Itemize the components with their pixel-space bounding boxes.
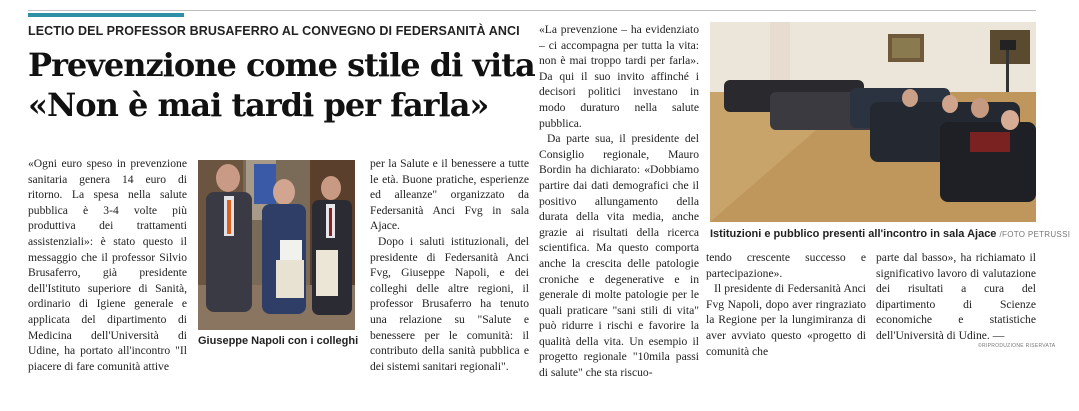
article-column-6 (876, 250, 1036, 344)
photo-sala-ajace-image (710, 22, 1036, 222)
photo-napoli-colleagues (198, 160, 355, 330)
photo-caption (710, 228, 1070, 240)
article-column-4 (539, 22, 699, 381)
paragraph: Dopo i saluti istituzionali, del presidente di Federsanità Anci Fvg, Giuseppe Napoli, e dei colleghi delle altre regioni, il professor Brusaferro ha tenuto una relazione su "Salute e benessere per le comunità: il contributo della sanità pubblica e dei sistemi sanitari regionali". (370, 234, 529, 373)
photo-caption: Giuseppe Napoli con i colleghi (198, 335, 359, 347)
paragraph: parte dal basso», ha richiamato il significativo lavoro di valutazione dei risultati a cura del dipartimento di Scienze economiche e statistiche dell'Università di Udine. — (876, 251, 1036, 342)
photo-caption-text: Istituzioni e pubblico presenti all'incontro in sala Ajace (710, 228, 997, 240)
headline-line-1: Prevenzione come stile di vita (28, 46, 535, 84)
top-rule (28, 10, 1036, 11)
copyright-notice: ©RIPRODUZIONE RISERVATA (978, 343, 1056, 349)
article-column-5 (706, 250, 866, 359)
article-column-3 (370, 156, 529, 374)
paragraph: Da parte sua, il presidente del Consiglio regionale, Mauro Bordin ha dichiarato: «Dobbiamo partire dai dati demografici che il positivo allungamento della durata della vita media, anche grazie ai risultati della ricerca scientifica. Ma questo comporta anche la crescita delle patologie croniche e degenerative e in generale di molte patologie per le quali praticare "sani stili di vita" può ridurre i rischi e favorire la qualità della vita. Un esempio il progetto regionale "10mila passi di salute" che sta riscuo- (539, 132, 699, 380)
paragraph: «Ogni euro speso in prevenzione sanitaria genera 14 euro di ritorno. La spesa nella salute pubblica è 3-4 volte più produttiva dei trattamenti assistenziali»: è stato questo il messaggio che il professor Silvio Brusaferro, già presidente dell'Istituto superiore di Sanità, ordinario di Igiene generale e applicata del dipartimento di Medicina dell'Università di Udine, ha portato all'incontro "Il piacere di fare comunità attive (28, 157, 187, 373)
kicker: LECTIO DEL PROFESSOR BRUSAFERRO AL CONVEGNO DI FEDERSANITÀ ANCI (28, 24, 520, 38)
paragraph: tendo crescente successo e partecipazione». (706, 251, 866, 280)
photo-credit: /FOTO PETRUSSI (999, 230, 1071, 239)
paragraph: per la Salute e il benessere a tutte le età. Buone pratiche, esperienze ed alleanze" organizzato da Federsanità Anci Fvg in sala Ajace. (370, 157, 529, 233)
article-column-1 (28, 156, 187, 374)
headline-line-2: «Non è mai tardi per farla» (28, 86, 489, 124)
paragraph: Il presidente di Federsanità Anci Fvg Napoli, dopo aver ringraziato la Regione per la lungimiranza di aver avviato questo «progetto di comunità che (706, 282, 866, 358)
paragraph: «La prevenzione – ha evidenziato – ci accompagna per tutta la vita: non è mai troppo tardi per farla». Da qui il suo invito affinché i decisori politici investano in modo duraturo nella salute pubblica. (539, 23, 699, 130)
photo-napoli-colleagues-image (198, 160, 355, 330)
section-accent-bar (28, 13, 184, 17)
headline (28, 45, 533, 125)
photo-sala-ajace (710, 22, 1036, 222)
